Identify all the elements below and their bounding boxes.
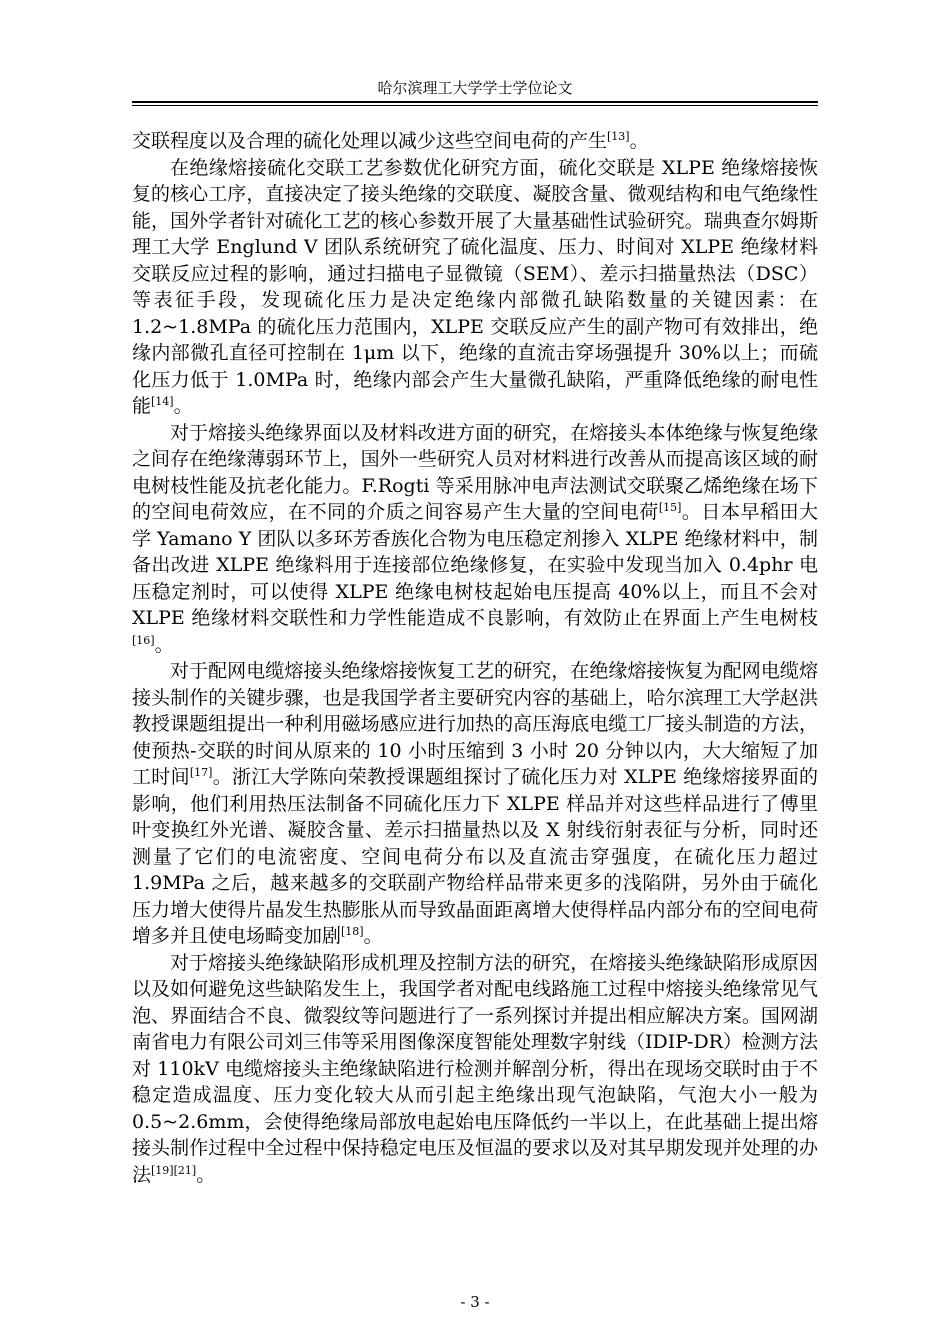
header-rule-thick [132,101,818,103]
citation: [16] [132,633,155,647]
citation: [19][21] [151,1163,197,1177]
paragraph-3: 对于熔接头绝缘界面以及材料改进方面的研究，在熔接头本体绝缘与恢复绝缘之间存在绝缘薄弱环节上，国外一些研究人员对材料进行改善从而提高该区域的耐电树枝性能及抗老化能力。F.Rogti 等采用脉冲电声法测试交联聚乙烯绝缘在场下的空间电荷效应，在不同的介质之间容易产生大量的空间电荷[15]。日本早稻田大学 Yamano Y 团队以多环芳香族化合物为电压稳定剂掺入 XLPE 绝缘材料中，制备出改进 XLPE 绝缘料用于连接部位绝缘修复，在实验中发现当加入 0.4phr 电压稳定剂时，可以使得 XLPE 绝缘电树枝起始电压提高 40%以上，而且不会对 XLPE 绝缘材料交联性和力学性能造成不良影响，有效防止在界面上产生电树枝[16]。 [132,421,818,656]
citation: [17] [189,766,213,779]
paragraph-4: 对于配网电缆熔接头绝缘熔接恢复工艺的研究，在绝缘熔接恢复为配网电缆熔接头制作的关键步骤，也是我国学者主要研究内容的基础上，哈尔滨理工大学赵洪教授课题组提出一种利用磁场感应进行加热的高压海底电缆工厂接头制造的方法，使预热-交联的时间从原来的 10 小时压缩到 3 小时 20 分钟以内，大大缩短了加工时间[17]。浙江大学陈向荣教授课题组探讨了硫化压力对 XLPE 绝缘熔接界面的影响，他们利用热压法制备不同硫化压力下 XLPE 样品并对这些样品进行了傅里叶变换红外光谱、凝胶含量、差示扫描量热以及 X 射线衍射表征与分析，同时还测量了它们的电流密度、空间电荷分布以及直流击穿强度，在硫化压力超过 1.9MPa 之后，越来越多的交联副产物给样品带来更多的浅陷阱，另外由于硫化压力增大使得片晶发生热膨胀从而导致晶面距离增大使得样品内部分布的空间电荷增多并且使电场畸变加剧[18]。 [132,660,818,947]
body-text [132,128,818,1188]
citation: [13] [607,130,630,143]
paragraph-2: 在绝缘熔接硫化交联工艺参数优化研究方面，硫化交联是 XLPE 绝缘熔接恢复的核心工序，直接决定了接头绝缘的交联度、凝胶含量、微观结构和电气绝缘性能，国外学者针对硫化工艺的核心参数开展了大量基础性试验研究。瑞典查尔姆斯理工大学 Englund V 团队系统研究了硫化温度、压力、时间对 XLPE 绝缘材料交联反应过程的影响，通过扫描电子显微镜（SEM）、差示扫描量热法（DSC）等表征手段，发现硫化压力是决定绝缘内部微孔缺陷数量的关键因素：在 1.2~1.8MPa 的硫化压力范围内，XLPE 交联反应产生的副产物可有效排出，绝缘内部微孔直径可控制在 1μm 以下，绝缘的直流击穿场强提升 30%以上；而硫化压力低于 1.0MPa 时，绝缘内部会产生大量微孔缺陷，严重降低绝缘的耐电性能[14]。 [132,156,818,417]
citation: [18] [341,925,364,938]
citation: [15] [658,501,682,514]
page-number: - 3 - [460,1293,490,1311]
paragraph-1: 交联程度以及合理的硫化处理以减少这些空间电荷的产生[13]。 [132,130,649,152]
paragraph-5: 对于熔接头绝缘缺陷形成机理及控制方法的研究，在熔接头绝缘缺陷形成原因以及如何避免这些缺陷发生上，我国学者对配电线路施工过程中熔接头绝缘常见气泡、界面结合不良、微裂纹等问题进行了一系列探讨并提出相应解决方案。国网湖南省电力有限公司刘三伟等采用图像深度智能处理数字射线（IDIP-DR）检测方法对 110kV 电缆熔接头主绝缘缺陷进行检测并解剖分析，得出在现场交联时由于不稳定造成温度、压力变化较大从而引起主绝缘出现气泡缺陷，气泡大小一般为 0.5~2.6mm，会使得绝缘局部放电起始电压降低约一半以上，在此基础上提出熔接头制作过程中全过程中保持稳定电压及恒温的要求以及对其早期发现并处理的办法[19][21]。 [132,951,818,1186]
citation: [14] [151,395,174,408]
header-rule-thin [132,105,818,106]
running-header: 哈尔滨理工大学学士学位论文 [377,79,573,97]
